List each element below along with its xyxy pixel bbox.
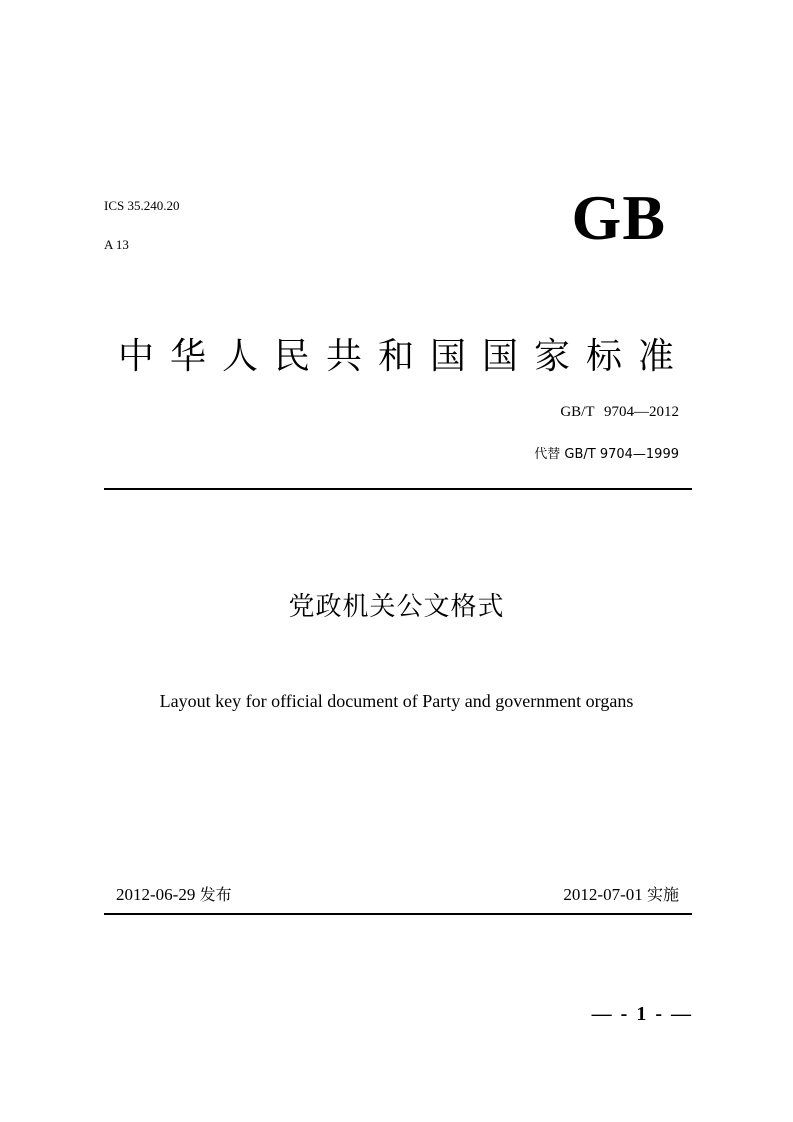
replaces-standard: 代替 GB/T 9704—1999 [534, 447, 679, 462]
document-title-chinese: 党政机关公文格式 [288, 592, 505, 622]
bottom-rule [104, 913, 692, 915]
issue-date-label: 发布 [199, 885, 232, 904]
national-standard-title: 中华人民共和国国家标准 [118, 336, 691, 377]
classification-code: A 13 [104, 237, 129, 252]
implementation-date [563, 882, 679, 905]
implementation-date-value: 2012-07-01 [563, 885, 643, 904]
implementation-date-label: 实施 [646, 885, 679, 904]
page-number: — - 1 - — [591, 1003, 693, 1025]
gb-logo: GB [571, 182, 666, 253]
issue-date-value: 2012-06-29 [116, 885, 196, 904]
standard-number: GB/T 9704—2012 [560, 404, 679, 420]
issue-date [116, 882, 232, 905]
ics-code: ICS 35.240.20 [104, 198, 180, 213]
top-rule [104, 488, 692, 490]
document-title-english: Layout key for official document of Party and government organs [159, 691, 634, 711]
